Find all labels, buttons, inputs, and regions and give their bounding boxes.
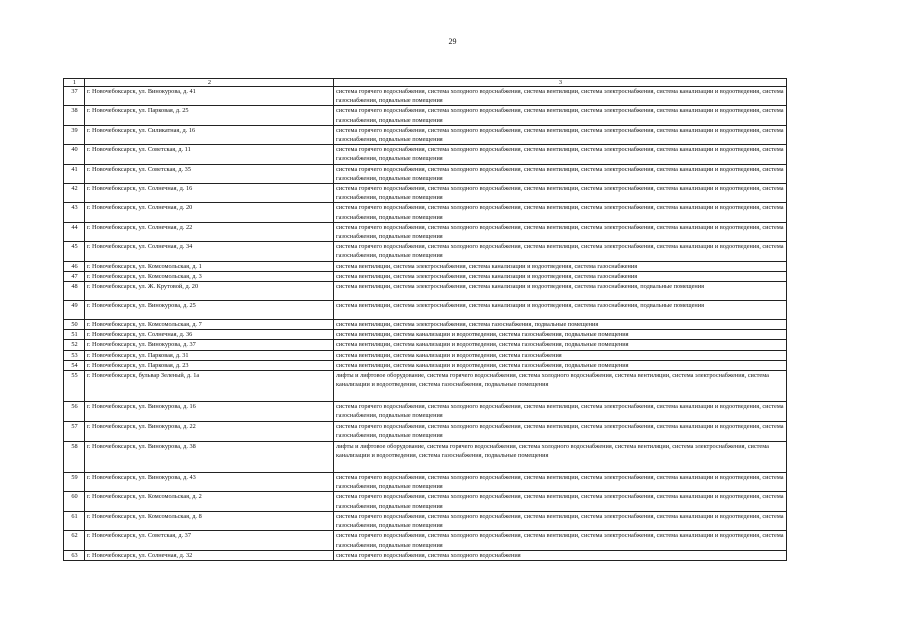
- column-header-systems: 3: [334, 79, 787, 87]
- table-row: [64, 184, 787, 203]
- table-row: [64, 511, 787, 530]
- table-row: [64, 402, 787, 422]
- row-number: 49: [64, 301, 85, 320]
- table-row: [64, 271, 787, 281]
- row-number: 42: [64, 184, 85, 203]
- table-row: [64, 301, 787, 320]
- table-row: [64, 422, 787, 442]
- row-number: 63: [64, 550, 85, 560]
- table-row: [64, 531, 787, 550]
- row-systems: система вентиляции, система канализации и водоотведения, система газоснабжения, подвальные помещения: [334, 340, 787, 350]
- row-address: г. Новочебоксарск, ул. Винокурова, д. 37: [85, 340, 334, 350]
- table-row: [64, 442, 787, 473]
- row-number: 44: [64, 222, 85, 241]
- row-number: 57: [64, 422, 85, 442]
- table-row: [64, 164, 787, 183]
- column-header-number: 1: [64, 79, 85, 87]
- table-row: [64, 371, 787, 402]
- building-systems-table: [63, 78, 787, 561]
- table-row: [64, 145, 787, 164]
- page-number: 29: [448, 37, 457, 46]
- row-number: 48: [64, 282, 85, 301]
- row-systems: система горячего водоснабжения, система холодного водоснабжения, система вентиляции, система электроснабжения, система канализации и водоотведения, система газоснабжения, подвальные помещения: [334, 106, 787, 125]
- row-number: 61: [64, 511, 85, 530]
- table-row: [64, 320, 787, 330]
- table-row: [64, 282, 787, 301]
- row-address: г. Новочебоксарск, ул. Винокурова, д. 38: [85, 442, 334, 473]
- row-address: г. Новочебоксарск, ул. Парковая, д. 23: [85, 360, 334, 370]
- row-number: 40: [64, 145, 85, 164]
- row-address: г. Новочебоксарск, ул. Винокурова, д. 25: [85, 301, 334, 320]
- row-address: г. Новочебоксарск, ул. Советская, д. 35: [85, 164, 334, 183]
- table-row: [64, 203, 787, 222]
- row-address: г. Новочебоксарск, ул. Комсомольская, д. 2: [85, 492, 334, 511]
- row-number: 53: [64, 350, 85, 360]
- row-address: г. Новочебоксарск, ул. Солнечная, д. 16: [85, 184, 334, 203]
- row-systems: система горячего водоснабжения, система холодного водоснабжения, система вентиляции, система электроснабжения, система канализации и водоотведения, система газоснабжения, подвальные помещения: [334, 511, 787, 530]
- row-systems: система вентиляции, система электроснабжения, система газоснабжения, подвальные помещения: [334, 320, 787, 330]
- row-number: 47: [64, 271, 85, 281]
- row-systems: система вентиляции, система электроснабжения, система канализации и водоотведения, система газоснабжения: [334, 261, 787, 271]
- row-address: г. Новочебоксарск, ул. Винокурова, д. 43: [85, 473, 334, 492]
- row-number: 41: [64, 164, 85, 183]
- row-address: г. Новочебоксарск, ул. Комсомольская, д. 1: [85, 261, 334, 271]
- row-number: 37: [64, 87, 85, 106]
- row-systems: лифты и лифтовое оборудование, система горячего водоснабжения, система холодного водоснабжения, система вентиляции, система электроснабжения, система канализации и водоотведения, система газоснабжения, подвальные помещения: [334, 371, 787, 402]
- table-row: [64, 350, 787, 360]
- row-systems: система горячего водоснабжения, система холодного водоснабжения, система вентиляции, система электроснабжения, система канализации и водоотведения, система газоснабжения, подвальные помещения: [334, 531, 787, 550]
- row-systems: система горячего водоснабжения, система холодного водоснабжения, система вентиляции, система электроснабжения, система канализации и водоотведения, система газоснабжения, подвальные помещения: [334, 492, 787, 511]
- row-number: 52: [64, 340, 85, 350]
- row-address: г. Новочебоксарск, ул. Силикатная, д. 16: [85, 125, 334, 144]
- table-row: [64, 330, 787, 340]
- row-systems: система горячего водоснабжения, система холодного водоснабжения, система вентиляции, система электроснабжения, система канализации и водоотведения, система газоснабжения, подвальные помещения: [334, 203, 787, 222]
- row-number: 46: [64, 261, 85, 271]
- row-systems: система горячего водоснабжения, система холодного водоснабжения, система вентиляции, система электроснабжения, система канализации и водоотведения, система газоснабжения, подвальные помещения: [334, 473, 787, 492]
- table-row: [64, 222, 787, 241]
- row-systems: лифты и лифтовое оборудование, система горячего водоснабжения, система холодного водоснабжения, система вентиляции, система электроснабжения, система канализации и водоотведения, система газоснабжения, подвальные помещения: [334, 442, 787, 473]
- row-address: г. Новочебоксарск, ул. Солнечная, д. 34: [85, 242, 334, 261]
- row-number: 59: [64, 473, 85, 492]
- table-row: [64, 125, 787, 144]
- row-address: г. Новочебоксарск, ул. Парковая, д. 31: [85, 350, 334, 360]
- table-row: [64, 242, 787, 261]
- row-systems: система горячего водоснабжения, система холодного водоснабжения: [334, 550, 787, 560]
- table-row: [64, 87, 787, 106]
- table-row: [64, 261, 787, 271]
- table-header-row: [64, 79, 787, 87]
- row-number: 38: [64, 106, 85, 125]
- row-number: 51: [64, 330, 85, 340]
- row-address: г. Новочебоксарск, ул. Солнечная, д. 20: [85, 203, 334, 222]
- row-address: г. Новочебоксарск, ул. Советская, д. 37: [85, 531, 334, 550]
- row-number: 39: [64, 125, 85, 144]
- row-number: 54: [64, 360, 85, 370]
- row-address: г. Новочебоксарск, ул. Винокурова, д. 22: [85, 422, 334, 442]
- row-address: г. Новочебоксарск, ул. Солнечная, д. 36: [85, 330, 334, 340]
- row-address: г. Новочебоксарск, ул. Ж. Крутовой, д. 20: [85, 282, 334, 301]
- row-address: г. Новочебоксарск, бульвар Зеленый, д. 1а: [85, 371, 334, 402]
- row-systems: система вентиляции, система электроснабжения, система канализации и водоотведения, система газоснабжения: [334, 271, 787, 281]
- row-number: 58: [64, 442, 85, 473]
- row-systems: система горячего водоснабжения, система холодного водоснабжения, система вентиляции, система электроснабжения, система канализации и водоотведения, система газоснабжения, подвальные помещения: [334, 164, 787, 183]
- row-systems: система горячего водоснабжения, система холодного водоснабжения, система вентиляции, система электроснабжения, система канализации и водоотведения, система газоснабжения, подвальные помещения: [334, 422, 787, 442]
- row-number: 62: [64, 531, 85, 550]
- row-systems: система горячего водоснабжения, система холодного водоснабжения, система вентиляции, система электроснабжения, система канализации и водоотведения, система газоснабжения, подвальные помещения: [334, 402, 787, 422]
- row-systems: система горячего водоснабжения, система холодного водоснабжения, система вентиляции, система электроснабжения, система канализации и водоотведения, система газоснабжения, подвальные помещения: [334, 222, 787, 241]
- table-row: [64, 473, 787, 492]
- row-address: г. Новочебоксарск, ул. Комсомольская, д. 8: [85, 511, 334, 530]
- row-systems: система горячего водоснабжения, система холодного водоснабжения, система вентиляции, система электроснабжения, система канализации и водоотведения, система газоснабжения, подвальные помещения: [334, 87, 787, 106]
- row-systems: система горячего водоснабжения, система холодного водоснабжения, система вентиляции, система электроснабжения, система канализации и водоотведения, система газоснабжения, подвальные помещения: [334, 145, 787, 164]
- table-row: [64, 492, 787, 511]
- row-systems: система вентиляции, система канализации и водоотведения, система газоснабжения: [334, 350, 787, 360]
- table-row: [64, 360, 787, 370]
- row-number: 56: [64, 402, 85, 422]
- row-systems: система горячего водоснабжения, система холодного водоснабжения, система вентиляции, система электроснабжения, система канализации и водоотведения, система газоснабжения, подвальные помещения: [334, 242, 787, 261]
- row-address: г. Новочебоксарск, ул. Советская, д. 11: [85, 145, 334, 164]
- table-row: [64, 550, 787, 560]
- column-header-address: 2: [85, 79, 334, 87]
- table-row: [64, 340, 787, 350]
- row-number: 50: [64, 320, 85, 330]
- row-address: г. Новочебоксарск, ул. Солнечная, д. 32: [85, 550, 334, 560]
- table-row: [64, 106, 787, 125]
- row-address: г. Новочебоксарск, ул. Солнечная, д. 22: [85, 222, 334, 241]
- row-address: г. Новочебоксарск, ул. Парковая, д. 25: [85, 106, 334, 125]
- row-systems: система вентиляции, система канализации и водоотведения, система газоснабжения, подвальные помещения: [334, 360, 787, 370]
- row-number: 55: [64, 371, 85, 402]
- row-number: 43: [64, 203, 85, 222]
- row-number: 60: [64, 492, 85, 511]
- row-address: г. Новочебоксарск, ул. Комсомольская, д. 7: [85, 320, 334, 330]
- row-systems: система вентиляции, система электроснабжения, система канализации и водоотведения, система газоснабжения, подвальные помещения: [334, 282, 787, 301]
- row-systems: система вентиляции, система электроснабжения, система канализации и водоотведения, система газоснабжения, подвальные помещения: [334, 301, 787, 320]
- row-address: г. Новочебоксарск, ул. Винокурова, д. 41: [85, 87, 334, 106]
- row-systems: система горячего водоснабжения, система холодного водоснабжения, система вентиляции, система электроснабжения, система канализации и водоотведения, система газоснабжения, подвальные помещения: [334, 125, 787, 144]
- row-systems: система вентиляции, система канализации и водоотведения, система газоснабжения, подвальные помещения: [334, 330, 787, 340]
- row-number: 45: [64, 242, 85, 261]
- row-address: г. Новочебоксарск, ул. Комсомольская, д. 3: [85, 271, 334, 281]
- row-address: г. Новочебоксарск, ул. Винокурова, д. 16: [85, 402, 334, 422]
- row-systems: система горячего водоснабжения, система холодного водоснабжения, система вентиляции, система электроснабжения, система канализации и водоотведения, система газоснабжения, подвальные помещения: [334, 184, 787, 203]
